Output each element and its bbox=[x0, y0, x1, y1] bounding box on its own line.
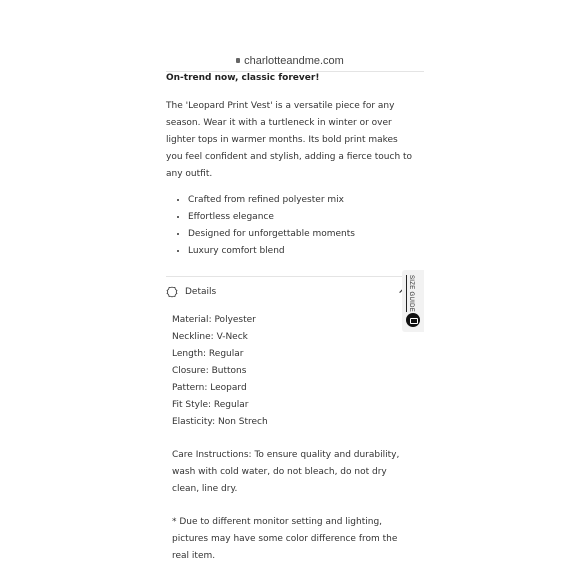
list-item: • Designed for unforgettable moments bbox=[188, 226, 416, 243]
product-description bbox=[166, 70, 416, 565]
address-bar[interactable] bbox=[0, 55, 580, 67]
feature-list bbox=[166, 192, 416, 260]
detail-line: Pattern: Leopard bbox=[172, 383, 247, 393]
detail-line: Neckline: V-Neck bbox=[172, 332, 248, 342]
list-item: • Luxury comfort blend bbox=[188, 243, 416, 260]
list-item: • Crafted from refined polyester mix bbox=[188, 192, 416, 209]
size-guide-label: SIZE GUIDE bbox=[408, 275, 414, 313]
color-disclaimer: * Due to different monitor setting and lighting, pictures may have some color difference from the real item. bbox=[172, 517, 398, 561]
description-paragraph: The 'Leopard Print Vest' is a versatile piece for any season. Wear it with a turtleneck in winter or over lighter tops in warmer months. Its bold print makes you feel confident and stylish, adding a fierce touch to any outfit. bbox=[166, 101, 413, 179]
leaf-icon bbox=[166, 286, 178, 298]
ruler-icon bbox=[406, 313, 420, 327]
detail-line: Fit Style: Regular bbox=[172, 400, 249, 410]
details-title: Details bbox=[185, 286, 217, 297]
details-panel bbox=[166, 312, 416, 565]
detail-line: Closure: Buttons bbox=[172, 366, 247, 376]
description-headline: On-trend now, classic forever! bbox=[166, 73, 320, 83]
detail-line: Length: Regular bbox=[172, 349, 244, 359]
spacer bbox=[172, 431, 416, 447]
lock-icon bbox=[236, 58, 240, 63]
care-instructions: Care Instructions: To ensure quality and durability, wash with cold water, do not bleach, do not dry clean, line dry. bbox=[172, 450, 400, 494]
spacer bbox=[172, 498, 416, 514]
details-accordion-toggle[interactable] bbox=[166, 281, 416, 303]
list-item: • Effortless elegance bbox=[188, 209, 416, 226]
detail-line: Material: Polyester bbox=[172, 315, 256, 325]
size-guide-tab[interactable] bbox=[402, 270, 424, 332]
section-divider bbox=[166, 276, 416, 277]
detail-line: Elasticity: Non Strech bbox=[172, 417, 268, 427]
url-text: charlotteandme.com bbox=[244, 55, 344, 67]
